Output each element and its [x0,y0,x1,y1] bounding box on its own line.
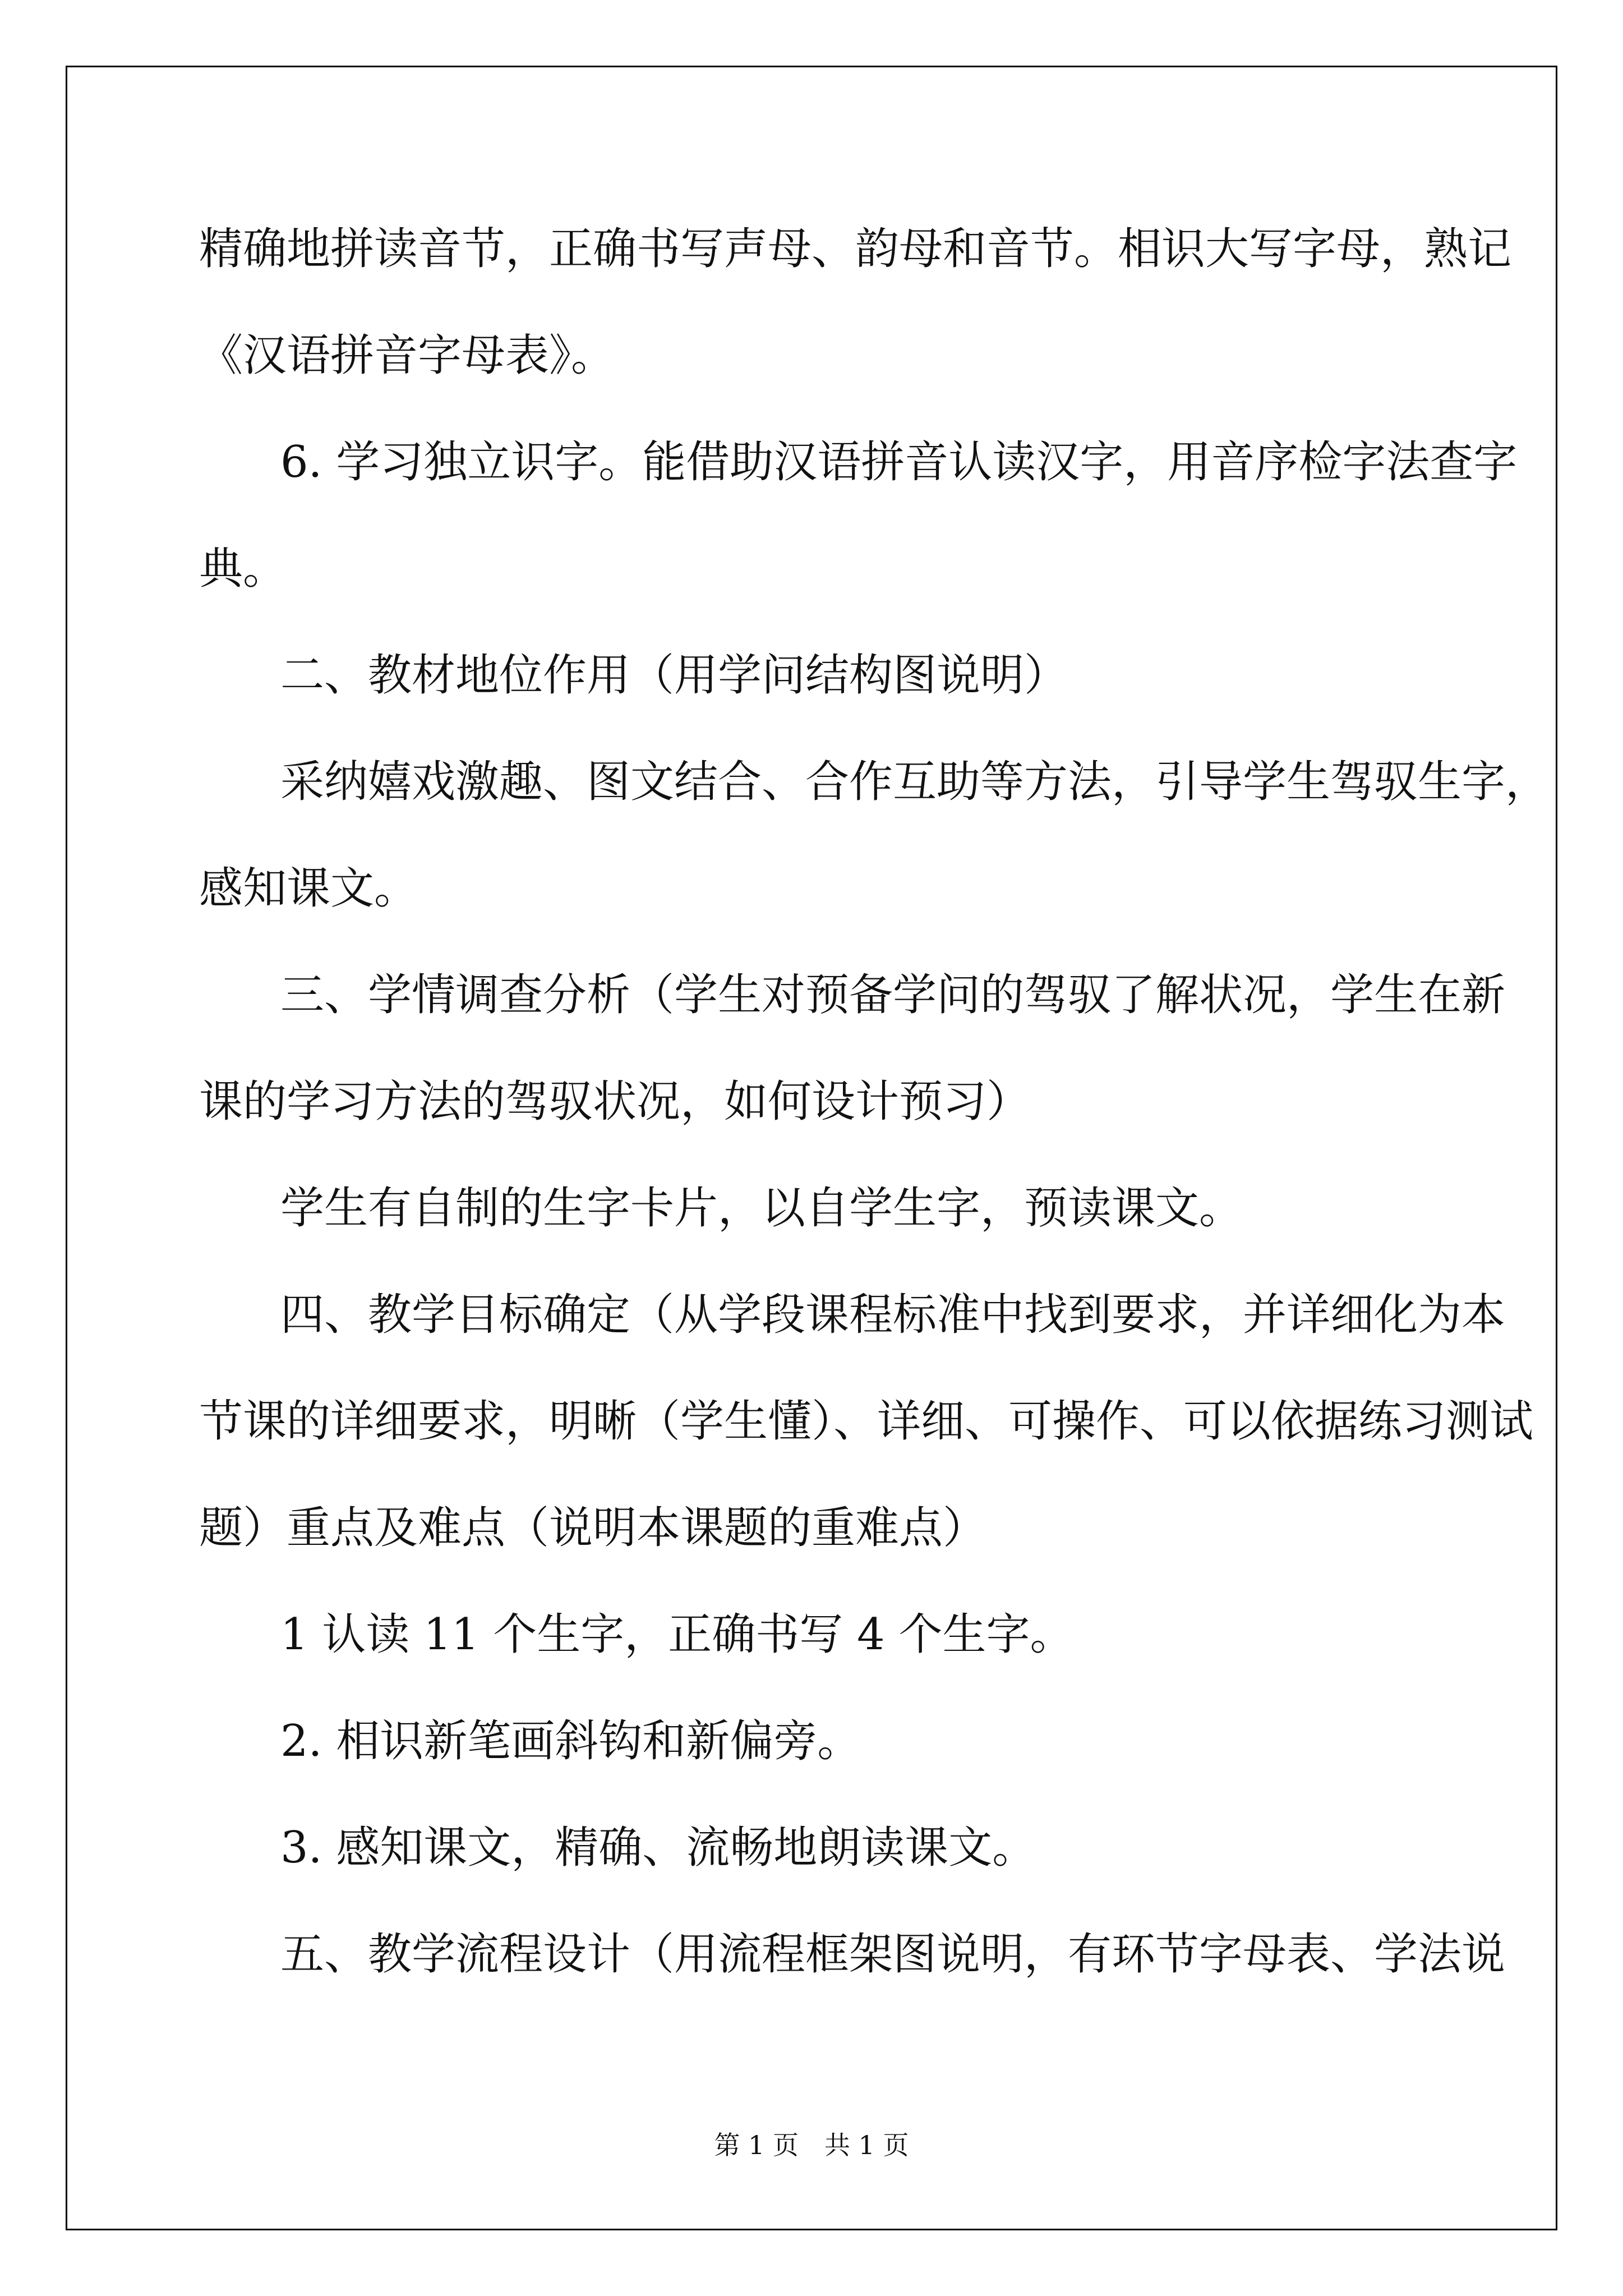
text-line: 题）重点及难点（说明本课题的重难点） [199,1503,987,1553]
list-item: 2. 相识新笔画斜钩和新偏旁。 [280,1716,861,1766]
section-heading: 五、教学流程设计（用流程框架图说明，有环节字母表、学法说 [280,1929,1506,1980]
text-line: 学生有自制的生字卡片，以自学生字，预读课文。 [280,1183,1243,1234]
page-border [66,66,1557,2230]
text-line: 采纳嬉戏激趣、图文结合、合作互助等方法，引导学生驾驭生字， [280,757,1550,807]
list-item: 1 认读 11 个生字，正确书写 4 个生字。 [280,1609,1074,1660]
text-line: 典。 [199,544,287,594]
section-heading: 三、学情调查分析（学生对预备学问的驾驭了解状况，学生在新 [280,970,1506,1020]
page-footer: 第 1 页 共 1 页 [714,2130,909,2160]
text-line: 感知课文。 [199,863,418,914]
section-heading: 二、教材地位作用（用学问结构图说明） [280,650,1068,701]
text-line: 精确地拼读音节，正确书写声母、韵母和音节。相识大写字母，熟记 [199,224,1512,274]
text-line: 6. 学习独立识字。能借助汉语拼音认读汉字，用音序检字法查字 [280,437,1518,487]
text-line: 节课的详细要求，明晰（学生懂）、详细、可操作、可以依据练习测试 [199,1396,1534,1447]
text-line: 《汉语拼音字母表》。 [199,330,615,381]
list-item: 3. 感知课文，精确、流畅地朗读课文。 [280,1823,1036,1873]
section-heading: 四、教学目标确定（从学段课程标准中找到要求，并详细化为本 [280,1290,1506,1340]
text-line: 课的学习方法的驾驭状况，如何设计预习） [199,1076,1031,1127]
